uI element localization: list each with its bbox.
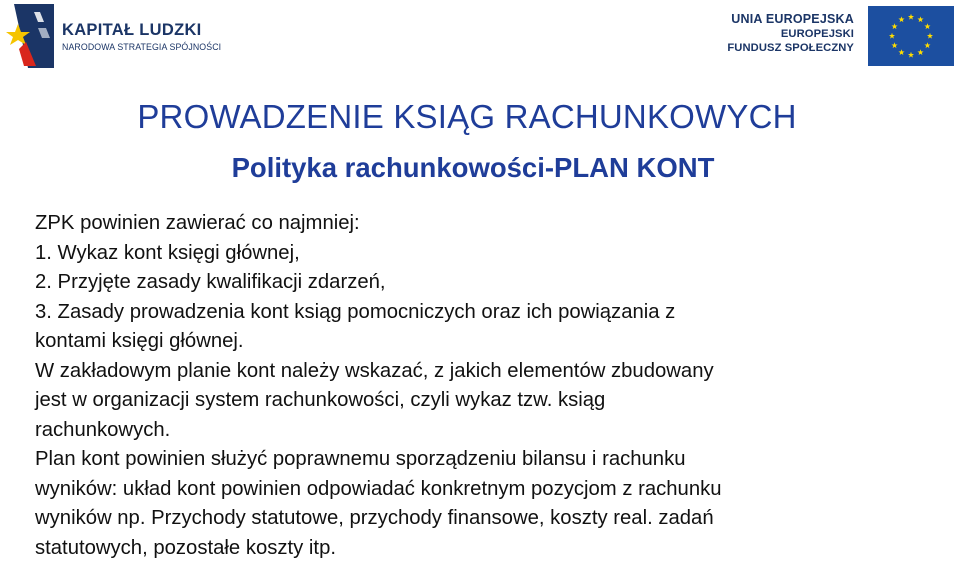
body-line: statutowych, pozostałe koszty itp.: [35, 536, 336, 559]
eu-logo-line1: UNIA EUROPEJSKA: [731, 12, 854, 26]
slide-subtitle: Polityka rachunkowości-PLAN KONT: [231, 152, 715, 183]
body-line: ZPK powinien zawierać co najmniej:: [35, 212, 360, 234]
eu-flag-icon: [868, 6, 954, 66]
eu-logo-line3: FUNDUSZ SPOŁECZNY: [727, 41, 854, 54]
slide-body: [35, 209, 935, 563]
body-line: rachunkowych.: [35, 418, 171, 441]
kapital-ludzki-emblem-icon: [4, 4, 54, 68]
body-line: W zakładowym planie kont należy wskazać, z jakich elementów zbudowany: [35, 359, 714, 382]
body-line: jest w organizacji system rachunkowości, czyli wykaz tzw. ksiąg: [35, 389, 606, 411]
body-line: 1. Wykaz kont księgi głównej,: [35, 241, 300, 264]
eu-fund-logo: [724, 6, 954, 68]
body-line: wyników np. Przychody statutowe, przychody finansowe, koszty real. zadań: [35, 507, 714, 529]
body-line: Plan kont powinien służyć poprawnemu sporządzeniu bilansu i rachunku: [35, 448, 686, 470]
body-line: 3. Zasady prowadzenia kont ksiąg pomocniczych oraz ich powiązania z: [35, 300, 676, 323]
kapital-ludzki-logo: [4, 4, 234, 70]
kapital-ludzki-subtitle: NARODOWA STRATEGIA SPÓJNOŚCI: [62, 41, 222, 52]
body-line: kontami księgi głównej.: [35, 330, 244, 352]
body-line: 2. Przyjęte zasady kwalifikacji zdarzeń,: [35, 271, 386, 293]
kapital-ludzki-title: KAPITAŁ LUDZKI: [62, 21, 202, 39]
eu-logo-line2: EUROPEJSKI: [780, 27, 854, 40]
slide-title: PROWADZENIE KSIĄG RACHUNKOWYCH: [137, 98, 797, 135]
body-line: wyników: układ kont powinien odpowiadać konkretnym pozycjom z rachunku: [35, 477, 722, 500]
